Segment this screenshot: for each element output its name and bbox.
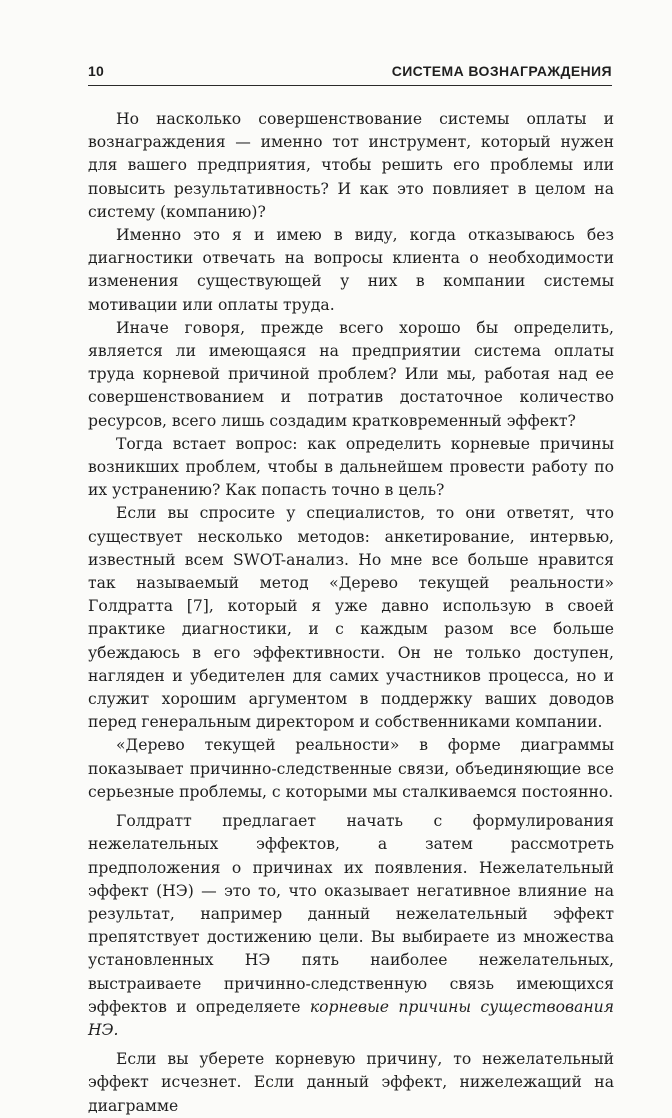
paragraph-5: Если вы спросите у специалистов, то они ответят, что существует несколько методов: анкетирование, интервью, известный всем SWOT-анализ. Но мне все больше нравится так называемый метод «Дерево текущей реальности» Голдратта [7], который я уже давно использую в своей практике диагностики, и с каждым разом все больше убеждаюсь в его эффективности. Он не только доступен, нагляден и убедителен для самих участников процесса, но и служит хорошим аргументом в поддержку ваших доводов перед генеральным директором и собственниками компании. bbox=[88, 504, 614, 732]
paragraph-3: Иначе говоря, прежде всего хорошо бы определить, является ли имеющаяся на предприятии система оплаты труда корневой причиной проблем? Или мы, работая над ее совершенствованием и потратив достаточное количество ресурсов, всего лишь создадим кратковременный эффект? bbox=[88, 318, 614, 430]
paragraph-2: Именно это я и имею в виду, когда отказываюсь без диагностики отвечать на вопросы клиента о необходимости изменения существующей у них в компании системы мотивации или оплаты труда. bbox=[88, 226, 614, 314]
paragraph-7-emphasis: корневые причины существования НЭ. bbox=[88, 997, 615, 1039]
paragraph-4: Тогда встает вопрос: как определить корневые причины возникших проблем, чтобы в дальнейшем провести работу по их устранению? Как попасть точно в цель? bbox=[88, 434, 614, 500]
page-number: 10 bbox=[88, 63, 104, 79]
paragraph-8: Если вы уберете корневую причину, то нежелательный эффект исчезнет. Если данный эффект, нижележащий на диаграмме bbox=[88, 1050, 614, 1115]
running-header bbox=[88, 63, 612, 86]
paragraph-6: «Дерево текущей реальности» в форме диаграммы показывает причинно-следственные связи, объединяющие все серьезные проблемы, с которыми мы сталкиваемся постоянно. bbox=[88, 736, 614, 801]
running-title: СИСТЕМА ВОЗНАГРАЖДЕНИЯ bbox=[391, 63, 612, 79]
paragraph-7 bbox=[88, 810, 614, 1042]
body-text bbox=[88, 108, 614, 1118]
paragraph-7-text: Голдратт предлагает начать с формулирования нежелательных эффектов, а затем рассмотреть предположения о причинах их появления. Нежелательный эффект (НЭ) — это то, что оказывает негативное влияние на результат, например данный нежелательный эффект препятствует достижению цели. Вы выбираете из множества установленных НЭ пять наиболее нежелательных, выстраиваете причинно-следственную связь имеющихся эффектов и определяете bbox=[88, 812, 614, 1016]
paragraph-1: Но насколько совершенствование системы оплаты и вознаграждения — именно тот инструмент, который нужен для вашего предприятия, чтобы решить его проблемы или повысить результативность? И как это повлияет в целом на систему (компанию)? bbox=[88, 110, 614, 221]
